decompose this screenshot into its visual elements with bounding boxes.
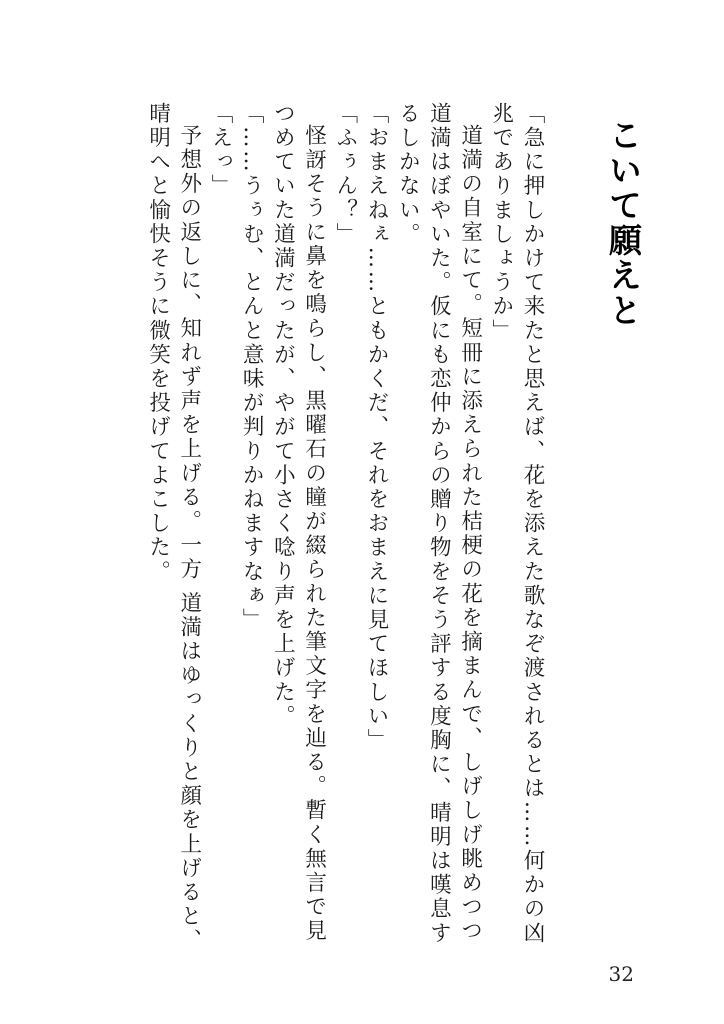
page-number: 32 [608,962,634,986]
paragraph: 「……うぅむ、とんと意味が判りかねますなぁ」 [239,102,265,633]
paragraph: 「急に押しかけて来たと思えば、花を添えた歌なぞ渡されるとは……何かの凶兆でありましょうか」 [488,102,545,946]
body-text [142,102,548,962]
paragraph: 怪訝そうに鼻を鳴らし、黒曜石の瞳が綴られた筆文字を辿る。暫く無言で見つめていた道満だったが、やがて小さく唸り声を上げた。 [270,102,327,943]
paragraph: 「おまえねぇ……ともかくだ、それをおまえに見てほしい」 [363,102,389,753]
paragraph: 「えっ」 [207,102,233,199]
paragraph: 道満の自室にて。短冊に添えられた桔梗の花を摘まんで、しげしげ眺めつつ道満はぼやいた。仮にも恋仲からの贈り物をそう評する度胸に、晴明は嘆息するしかない。 [395,102,483,946]
chapter-title: こいて願えと [604,118,643,328]
paragraph: 予想外の返しに、知れず声を上げる。一方 道満はゆっくりと顔を上げると、晴明へと愉快そうに微笑を投げてよこした。 [145,102,202,953]
paragraph: 「ふぅん？」 [332,102,358,247]
